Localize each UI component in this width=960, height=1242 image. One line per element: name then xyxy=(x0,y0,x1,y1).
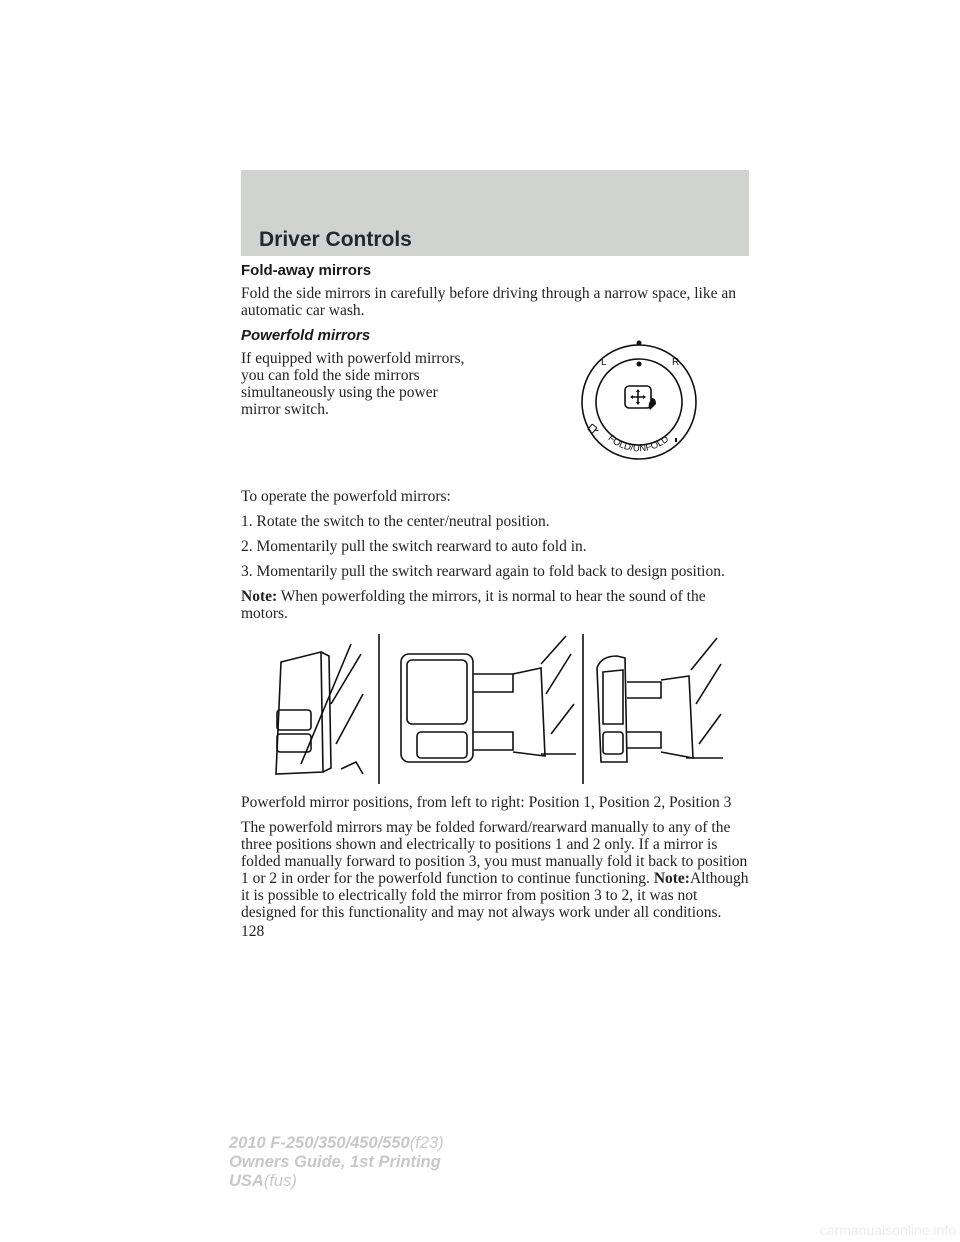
footer-line-3 xyxy=(229,1172,444,1191)
step-1: 1. Rotate the switch to the center/neutral position. xyxy=(241,513,550,530)
footer-market-code: (fus) xyxy=(263,1172,297,1190)
step-2: 2. Momentarily pull the switch rearward to auto fold in. xyxy=(241,538,587,555)
footer-market: USA xyxy=(229,1172,264,1190)
note-motor-sound xyxy=(241,588,749,622)
page-section-title: Driver Controls xyxy=(259,228,412,251)
switch-left-label: L xyxy=(601,357,607,368)
section-header-band xyxy=(241,170,749,256)
mirror-positions-illustration xyxy=(241,634,749,784)
mirror-position-1 xyxy=(276,644,363,774)
note-label: Note: xyxy=(241,588,278,605)
footer-model-code: (f23) xyxy=(409,1134,444,1152)
mirror-switch-illustration xyxy=(579,340,699,465)
footer-model: 2010 F-250/350/450/550 xyxy=(229,1134,410,1152)
switch-right-label: R xyxy=(672,357,680,368)
section-heading: Fold-away mirrors xyxy=(241,262,372,279)
mirror-position-3 xyxy=(597,638,723,762)
note-text: When powerfolding the mirrors, it is normal to hear the sound of the motors. xyxy=(241,588,706,622)
footer-line-2: Owners Guide, 1st Printing xyxy=(229,1153,441,1171)
steps-lead: To operate the powerfold mirrors: xyxy=(241,488,451,505)
final-paragraph-text: The powerfold mirrors may be folded forward/rearward manually to any of the three positions shown and electrically to positions 1 and 2 only. If a mirror is folded manually forward to position 3, you must manually fold it back to position 1 or 2 in order for the powerfold function to continue functioning. xyxy=(241,819,748,887)
mirror-position-2 xyxy=(401,636,576,762)
final-paragraph xyxy=(241,819,749,921)
document-footer xyxy=(229,1134,444,1191)
switch-fold-label: FOLD/UNFOLD xyxy=(605,432,672,455)
final-note-label: Note: xyxy=(653,870,690,887)
figure-caption: Powerfold mirror positions, from left to right: Position 1, Position 2, Position 3 xyxy=(241,794,732,811)
powerfold-intro: If equipped with powerfold mirrors, you can fold the side mirrors simultaneously using the power mirror switch. xyxy=(241,350,465,418)
step-3: 3. Momentarily pull the switch rearward again to fold back to design position. xyxy=(241,563,725,580)
page-number: 128 xyxy=(241,923,265,940)
section-intro: Fold the side mirrors in carefully before driving through a narrow space, like an automatic car wash. xyxy=(241,285,736,319)
footer-line-1 xyxy=(229,1134,444,1153)
page-content xyxy=(241,262,749,941)
watermark: carmanualsonline.info xyxy=(819,1222,956,1238)
subsection-heading: Powerfold mirrors xyxy=(241,327,371,344)
final-note-text: Although it is possible to electrically fold the mirror from position 3 to 2, it was not designed for this functionality and may not always work under all conditions. xyxy=(241,870,749,921)
powerfold-intro-row xyxy=(241,350,749,480)
